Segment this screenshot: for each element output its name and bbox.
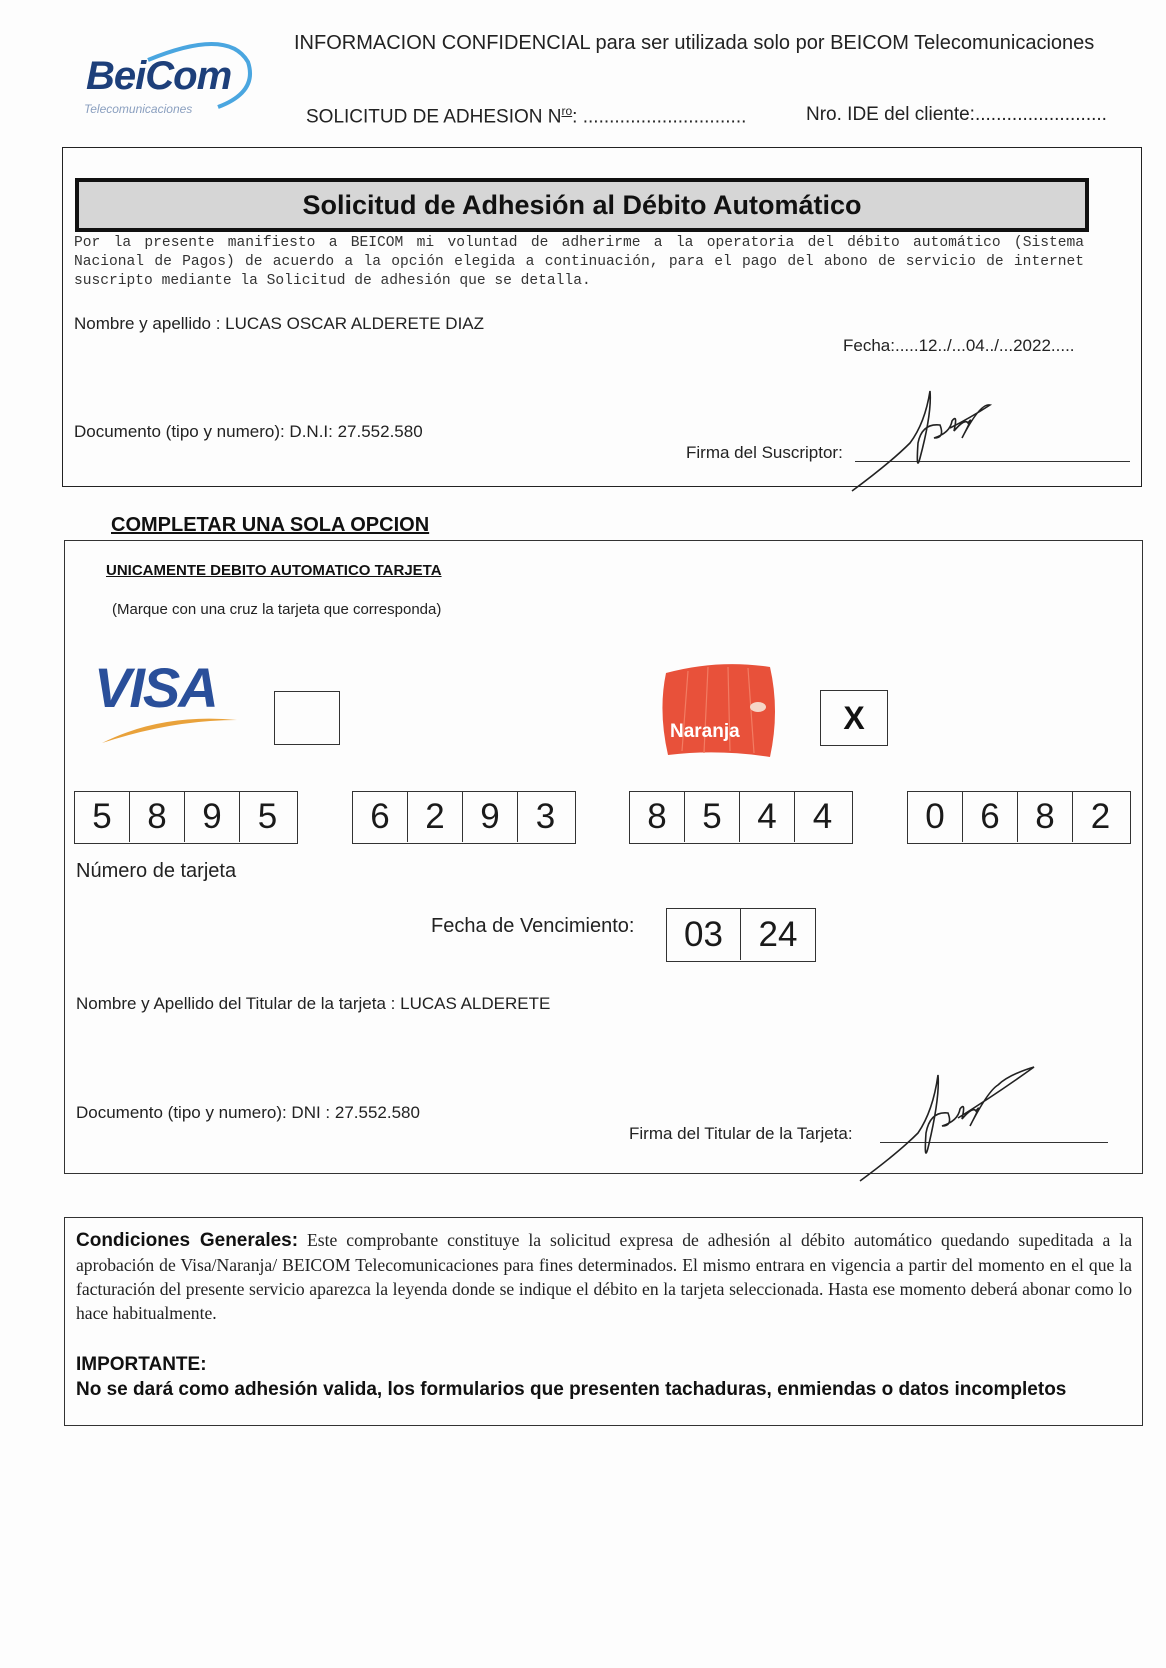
solicitud-dots: : ............................... (572, 106, 747, 128)
card-digit: 5 (257, 797, 278, 836)
logo-main-text: BeiCom (86, 54, 232, 98)
expiry-field[interactable] (666, 908, 816, 962)
confidential-notice: INFORMACION CONFIDENCIAL para ser utilizada solo por BEICOM Telecomunicaciones (294, 32, 1095, 54)
naranja-card-icon (658, 661, 780, 761)
solicitud-number-field[interactable] (306, 104, 746, 128)
card-digit: 8 (1018, 792, 1073, 842)
card-digit: 5 (685, 792, 740, 842)
intro-text: Por la presente manifiesto a BEICOM mi voluntad de adherirme a la operatoria del débito automático (Sistema Nacional de Pagos) de acuerdo a la opción elegida a continuación, para el pago del abono de servicio de internet suscripto mediante la Solicitud de adhesión que se detalla. (74, 235, 1084, 289)
subscriber-signature-icon (850, 383, 1000, 495)
card-subheading: UNICAMENTE DEBITO AUTOMATICO TARJETA (106, 562, 442, 579)
form-title-bar (75, 178, 1089, 232)
card-digit: 5 (75, 792, 130, 842)
expiry-month: 03 (667, 909, 741, 960)
visa-logo-text: VISA (94, 656, 217, 719)
card-instruction: (Marque con una cruz la tarjeta que corresponda) (112, 601, 442, 618)
important-text: No se dará como adhesión valida, los formularios que presenten tachaduras, enmiendas o datos incompletos (76, 1379, 1067, 1400)
naranja-logo (658, 661, 780, 761)
solicitud-label: SOLICITUD DE ADHESION N (306, 106, 562, 128)
cardholder-document: Documento (tipo y numero): DNI : 27.552.580 (76, 1103, 420, 1122)
card-digit: 4 (740, 792, 795, 842)
cardholder-signature-icon (858, 1063, 1038, 1185)
cardholder-signature-label: Firma del Titular de la Tarjeta: (629, 1124, 853, 1143)
form-title: Solicitud de Adhesión al Débito Automático (302, 190, 862, 220)
visa-logo (92, 655, 242, 745)
subscriber-name: Nombre y apellido : LUCAS OSCAR ALDERETE DIAZ (74, 314, 485, 333)
section-heading: COMPLETAR UNA SOLA OPCION (111, 514, 430, 536)
beicom-logo (78, 32, 278, 122)
card-digit: 9 (463, 792, 518, 842)
card-digit: 4 (812, 797, 833, 836)
visa-swoosh-icon (92, 655, 242, 745)
card-number-group-4[interactable] (907, 791, 1131, 844)
card-digit: 8 (130, 792, 185, 842)
card-digit: 3 (535, 797, 556, 836)
visa-checkbox[interactable] (274, 691, 340, 745)
card-digit: 9 (185, 792, 240, 842)
card-number-group-3[interactable] (629, 791, 853, 844)
naranja-logo-text: Naranja (670, 721, 740, 742)
naranja-check-mark: X (843, 700, 865, 736)
card-digit: 0 (908, 792, 963, 842)
expiry-year: 24 (758, 915, 798, 954)
logo-sub-text: Telecomunicaciones (84, 102, 193, 116)
subscriber-document: Documento (tipo y numero): D.N.I: 27.552.580 (74, 422, 423, 441)
card-number-group-1[interactable] (74, 791, 298, 844)
naranja-checkbox[interactable] (820, 690, 888, 746)
conditions-text: Este comprobante constituye la solicitud expresa de adhesión al débito automático quedando supeditada a la aprobación de Visa/Naranja/ BEICOM Telecomunicaciones para fines determinados. El mismo entrara en vigencia a partir del momento en el que la facturación del presente servicio aparezca la leyenda donde se indique el débito en la tarjeta seleccionada. Hasta ese momento deberá abonar como lo hace habitualmente. (76, 1230, 1133, 1323)
expiry-label: Fecha de Vencimiento: (431, 915, 635, 937)
card-number-group-2[interactable] (352, 791, 576, 844)
subscriber-signature-label: Firma del Suscriptor: (686, 443, 843, 462)
card-digit: 6 (963, 792, 1018, 842)
general-conditions (76, 1228, 1132, 1325)
cardholder-name: Nombre y Apellido del Titular de la tarjeta : LUCAS ALDERETE (76, 994, 551, 1013)
important-heading: IMPORTANTE: (76, 1354, 207, 1375)
card-digit: 2 (408, 792, 463, 842)
card-digit: 2 (1090, 797, 1111, 836)
conditions-heading: Condiciones Generales: (76, 1230, 299, 1251)
card-digit: 8 (630, 792, 685, 842)
solicitud-sup: ro (561, 104, 573, 118)
card-number-label: Número de tarjeta (76, 860, 237, 882)
card-digit: 6 (353, 792, 408, 842)
client-id-field[interactable]: Nro. IDE del cliente:......................... (806, 104, 1107, 125)
form-date: Fecha:.....12../...04../...2022..... (843, 336, 1075, 355)
